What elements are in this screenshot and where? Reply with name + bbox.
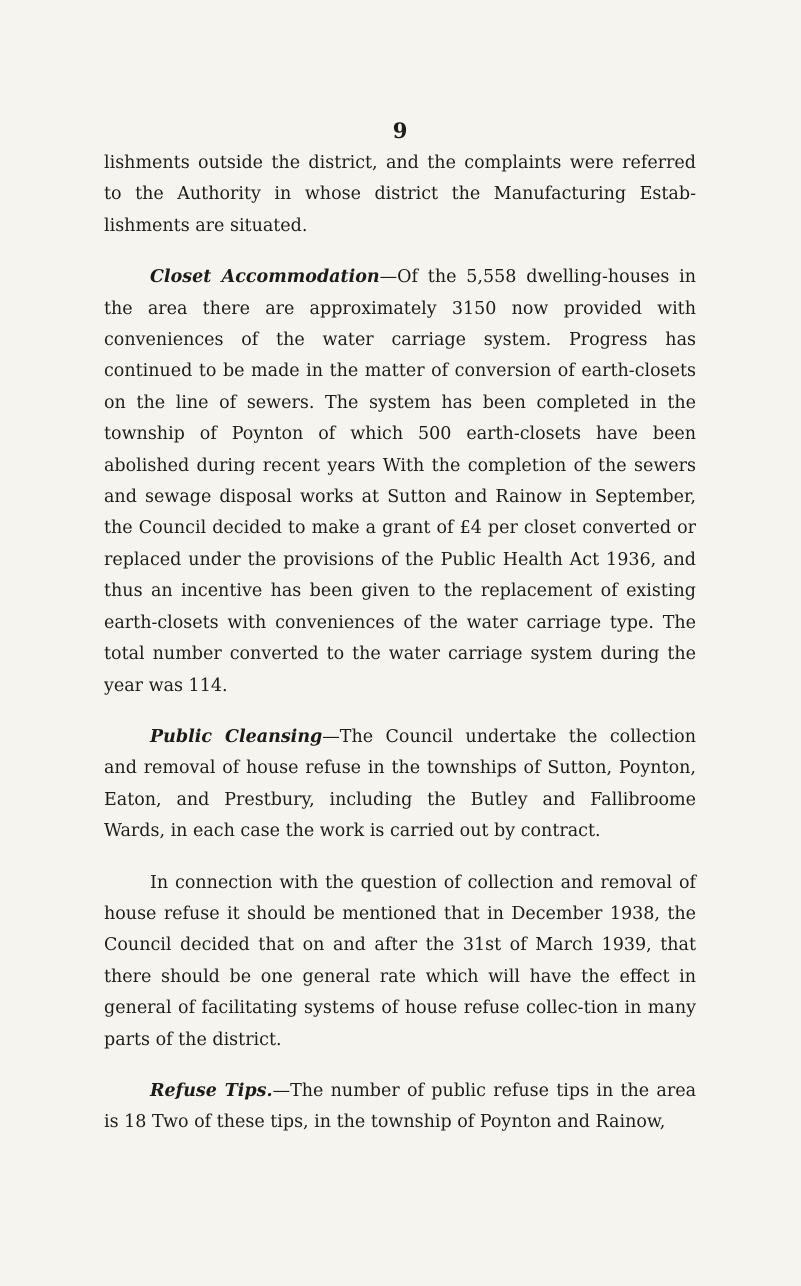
paragraph-text: —The number of public refuse tips in the area is 18 Two of these tips, in the township of Poynton and Rainow, — [104, 1080, 697, 1133]
paragraph-continuation — [104, 148, 696, 242]
body-text — [104, 148, 696, 1139]
paragraph-refuse-collection — [104, 868, 696, 1056]
paragraph-refuse-tips — [104, 1076, 696, 1139]
section-heading: Refuse Tips. — [150, 1080, 273, 1101]
paragraph-text: —Of the 5,558 dwelling-houses in the area there are approximately 3150 now provided with conveniences of the water carriage system. Progress has continued to be made in the matter of conversion of earth-closets on the line of sewers. The system has been completed in the township of Poynton of which 500 earth-closets have been abolished during recent years With the completion of the sewers and sewage disposal works at Sutton and Rainow in September, the Council decided to make a grant of £4 per closet converted or replaced under the provisions of the Public Health Act 1936, and thus an incentive has been given to the replacement of existing earth-closets with conveniences of the water carriage type. The total number converted to the water carriage system during the year was 114. — [104, 267, 696, 696]
paragraph-public-cleansing — [104, 722, 696, 848]
section-heading: Public Cleansing — [150, 726, 323, 747]
paragraph-text: lishments outside the district, and the complaints were referred to the Authority in whose district the Manufacturing Estab-lishments are situated. — [104, 153, 696, 236]
page-number: 9 — [392, 118, 409, 143]
paragraph-text: —The Council undertake the collection and removal of house refuse in the townships of Sutton, Poynton, Eaton, and Prestbury, including the Butley and Fallibroome Wards, in each case the work is carried out by contract. — [104, 726, 696, 842]
paragraph-closet-accommodation — [104, 262, 696, 702]
section-heading: Closet Accommodation — [150, 267, 380, 288]
paragraph-text: In connection with the question of collection and removal of house refuse it should be mentioned that in December 1938, the Council decided that on and after the 31st of March 1939, that there should be one general rate which will have the effect in general of facilitating systems of house refuse collec-tion in many parts of the district. — [104, 872, 696, 1050]
